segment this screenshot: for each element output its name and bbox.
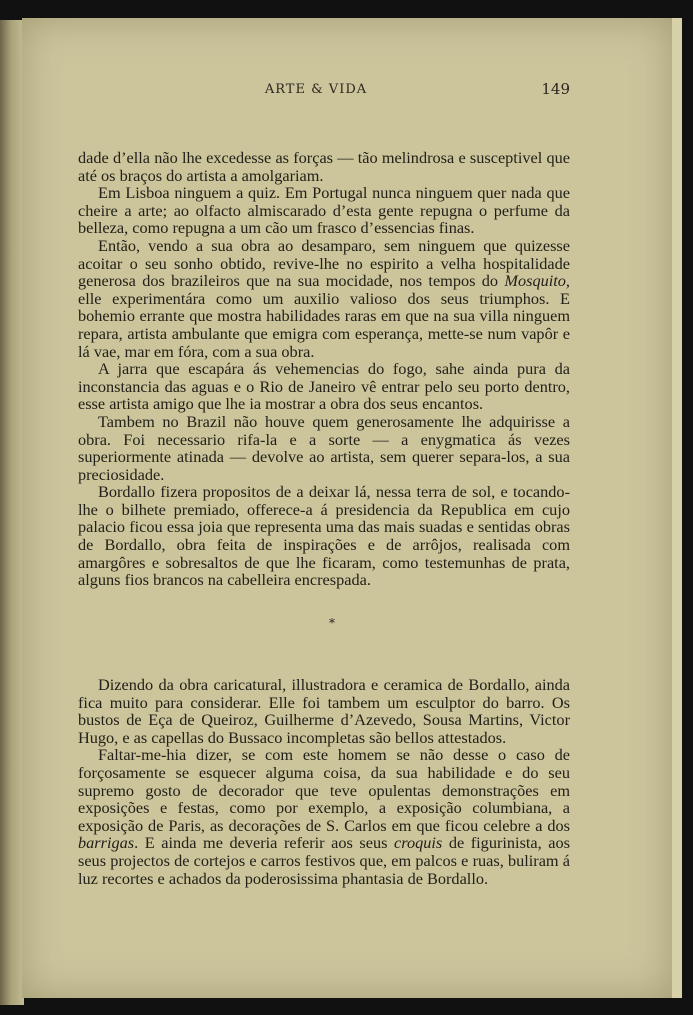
paragraph [78,360,570,413]
page-header [62,80,570,104]
text-run: A jarra que escapára ás vehemencias do fogo, sahe ainda pura da inconstancia das aguas e o Rio de Janeiro vê entrar pelo seu porto dentro, esse artista amigo que lhe ia mostrar a obra dos seus encantos. [78,359,570,414]
text-run: Em Lisboa ninguem a quiz. Em Portugal nunca ninguem quer nada que cheire a arte; ao olfacto almiscarado d’esta gente repugna o perfume da belleza, como repugna a um cão um frasco d’essencias finas. [78,183,570,238]
paragraph [78,483,570,589]
paragraph [78,676,570,746]
paragraph [78,149,570,184]
text-run: de figurinista, aos seus projectos de cortejos e carros festivos que, em palcos e ruas, buliram á luz recortes e achados da poderosissima phantasia de Bordallo. [78,833,570,888]
section-separator: * [329,616,335,630]
paragraph [78,237,570,360]
text-run: Faltar-me-hia dizer, se com este homem se não desse o caso de forçosamente se esquecer alguma coisa, da sua habilidade e do seu supremo gosto de decorador que teve opulentas demonstrações em exposições e festas, como por exemplo, a exposição columbiana, a exposição de Paris, as decorações de S. Carlos em que ficou celebre a dos [78,745,570,835]
text-run: Então, vendo a sua obra ao desamparo, sem ninguem que quizesse acoitar o seu sonho obtido, revive-lhe no espirito a velha hospitalidade generosa dos brazileiros que na sua mocidade, nos tempos do [78,235,570,291]
paragraph [78,413,570,483]
body-text-section-2 [78,676,570,887]
paragraph [78,746,570,887]
right-page-edge [672,18,682,998]
italic-term-barrigas: barrigas [78,833,135,853]
italic-title-mosquito: Mosquito [504,271,566,291]
page-number: 149 [541,80,570,98]
text-run: Tambem no Brazil não houve quem generosamente lhe adquirisse a obra. Foi necessario rifa-la e a sorte — a enygmatica ás vezes superiormente atinada — devolve ao artista, sem querer separa-los, a sua preciosidade. [78,411,570,484]
text-run: Bordallo fizera propositos de a deixar lá, nessa terra de sol, e tocando-lhe o bilhete premiado, offerece-a á presidencia da Republica em cujo palacio ficou essa joia que representa uma das mais suadas e sentidas obras de Bordallo, obra feita de inspirações e de arrôjos, realisada com amargôres e sobresaltos de que lhe ficaram, como testemunhas de prata, alguns fios brancos na cabelleira encrespada. [78,482,570,590]
text-run: , elle experimentára como um auxilio valioso dos seus triumphos. E bohemio errante que mostra habilidades raras em que na sua villa ninguem repara, artista ambulante que emigra com esperança, mette-se num vapôr e lá vae, mar em fóra, com a sua obra. [78,271,570,361]
italic-term-croquis: croquis [394,833,443,853]
running-title: ARTE & VIDA [264,82,368,97]
text-run: Dizendo da obra caricatural, illustradora e ceramica de Bordallo, ainda fica muito para considerar. Elle foi tambem um esculptor do barro. Os bustos de Eça de Queiroz, Guilherme d’Azevedo, Sousa Martins, Victor Hugo, e as capellas do Bussaco incompletas são bellos attestados. [78,675,570,747]
paragraph [78,184,570,237]
book-page [22,18,672,998]
body-text-section-1 [78,149,570,589]
text-run: dade d’ella não lhe excedesse as forças — tão melindrosa e susceptivel que até os braços do artista a amolgariam. [78,148,570,185]
left-page-edge [0,20,24,1005]
text-run: . E ainda me deveria referir aos seus [134,833,395,853]
